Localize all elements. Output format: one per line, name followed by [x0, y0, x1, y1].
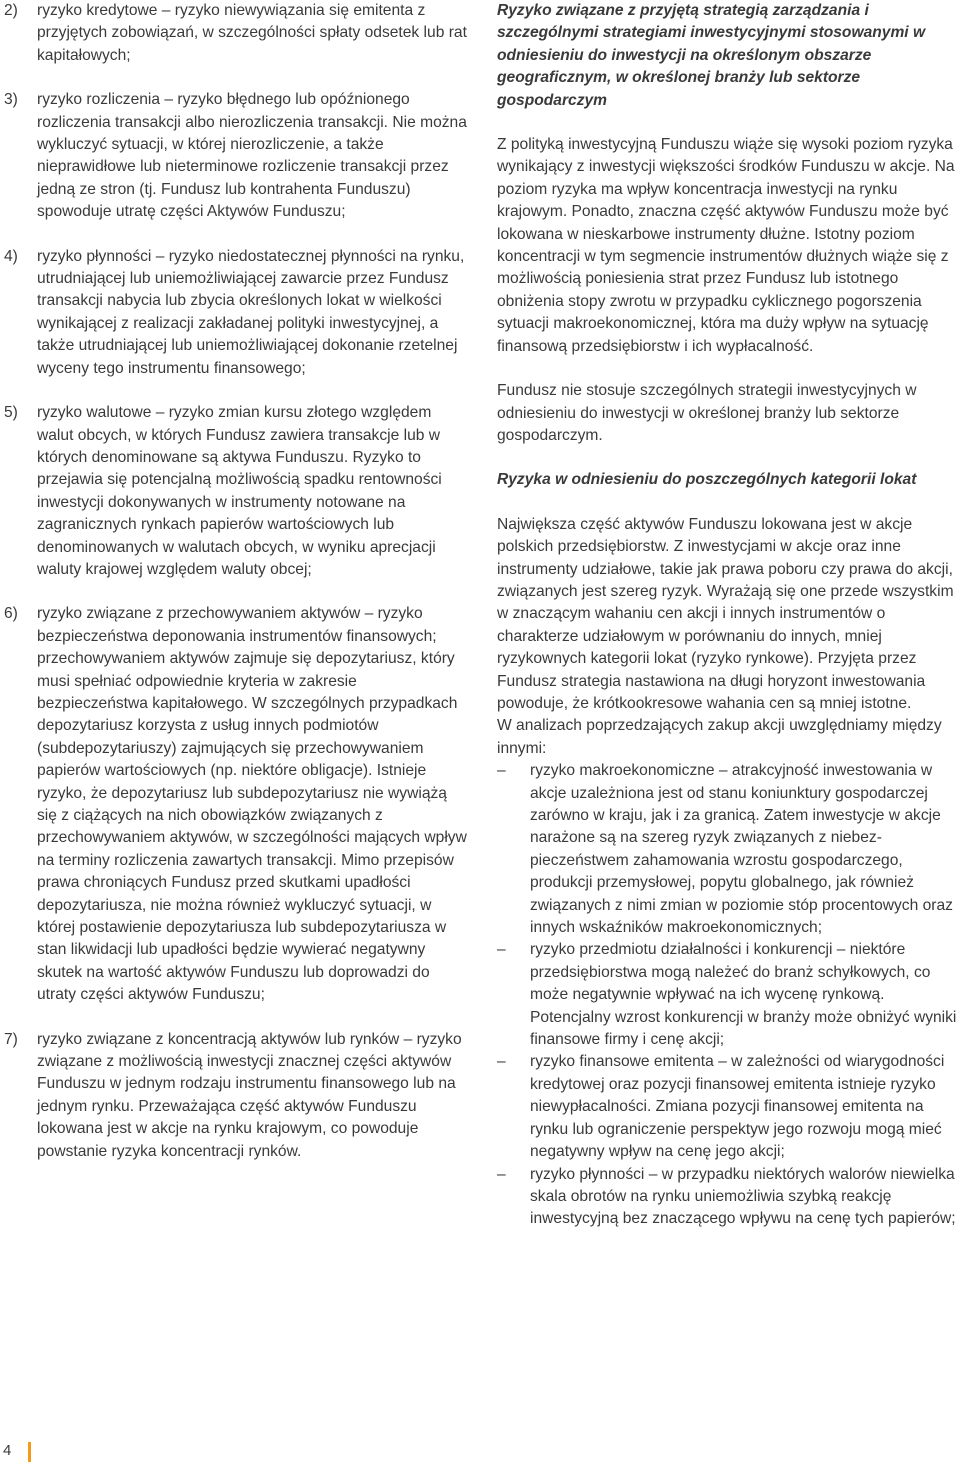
page-footer: [0, 1440, 60, 1464]
section-heading-categories: Ryzyka w odniesieniu do poszczególnych kategorii lokat: [497, 471, 917, 489]
list-item-text: ryzyko przedmiotu działalności i konkurencji – niektóre przedsiębiorstwa mogą należeć do branż schyłkowych, co może negatywnie wpływać na ich wycenę rynkową. Potencjalny wzrost konkurencji w branży może obniżyć wyniki finansowe firmy i cenę akcji;: [530, 941, 957, 1049]
list-item-text: ryzyko związane z przechowywaniem aktywów – ryzyko bezpieczeństwa deponowania instrumentów finansowych; przechowywaniem aktywów zajmuje się depozytariusz, który musi spełniać odpowiednie kryteria w zakresie bezpieczeństwa kapitałowego. W szczególnych przypadkach depozytariusz korzysta z usług innych podmiotów (subdepozytariuszy) zajmujących się przechowywaniem papierów wartościowych (np. niektóre obligacje). Istnieje ryzyko, że depozytariusz lub subdepozytariusz nie wywiążą się z ciążących na nich obowiązków związanych z przechowywaniem aktywów, w szczególności mających wpływ na terminy rozliczenia zawartych transakcji. Mimo przepisów prawa chroniących Fundusz przed skutkami upadłości depozytariusza, nie można również wykluczyć sytuacji, w której postawienie depozytariusza lub subdepozytariusza w stan likwidacji lub upadłości będzie wywierać negatywny skutek na wartość aktywów Funduszu lub doprowadzi do utraty części aktywów Funduszu;: [37, 605, 467, 1004]
list-item-text: ryzyko płynności – w przypadku niektórych walorów niewielka skala obrotów na rynku uniemożliwia szybką reakcję inwestycyjną bez znaczącego wpływu na cenę tych papierów;: [530, 1165, 956, 1228]
paragraph-no-strategy: Fundusz nie stosuje szczególnych strategii inwestycyjnych w odniesieniu do inwestycji w określonej branży lub sektorze gospodarczym.: [497, 382, 917, 444]
list-item: [4, 89, 469, 223]
page-number: 4: [3, 1442, 12, 1459]
list-item-number: 6): [4, 605, 18, 623]
accent-bar: [28, 1442, 31, 1462]
list-item: [497, 939, 960, 1051]
section-heading-strategy: Ryzyko związane z przyjętą strategią zarządzania i szczególnymi strategiami inwestycyjnymi stosowanymi w odniesieniu do inwestycji na określonym obszarze geograficznym, w określonej branży lub sektorze gospodarczym: [497, 2, 926, 109]
list-item-number: 3): [4, 91, 18, 109]
list-item-number: 2): [4, 2, 18, 19]
list-item-number: 5): [4, 404, 18, 422]
list-item-text: ryzyko związane z koncentracją aktywów lub rynków – ryzyko związane z możliwością inwestycji znacznej części aktywów Funduszu w jednym rodzaju instrumentu finansowego lub na jednym rynku. Przeważająca część aktywów Funduszu lokowana jest w akcje na rynku krajowym, co powoduje powstanie ryzyka koncentracji rynków.: [37, 1030, 462, 1160]
dash-bullet: –: [497, 941, 506, 959]
list-item: [4, 402, 469, 581]
paragraph-policy: Z polityką inwestycyjną Funduszu wiąże się wysoki poziom ryzyka wynikający z inwestycji większości środków Funduszu w akcje. Na poziom ryzyka ma wpływ koncentracja inwestycji na rynku krajowym. Ponadto, znaczna część aktywów Funduszu może być lokowana w nieskarbowe instrumenty dłużne. Istotny poziom koncentracji w tym segmencie instrumentów dłużnych wiąże się z możliwością poniesienia strat przez Fundusz lub istotnego obniżenia stopy zwrotu w przypadku cyklicznego pogorszenia sytuacji makroekonomicznej, która ma duży wpływ na sytuację finansową przedsiębiorstw i ich wypłacalność.: [497, 136, 955, 355]
dash-bullet: –: [497, 762, 506, 780]
dash-bullet: –: [497, 1165, 506, 1183]
list-item-number: 4): [4, 247, 18, 265]
list-item: [497, 1051, 960, 1163]
dash-bullet: –: [497, 1053, 506, 1071]
list-item: [497, 760, 960, 939]
list-item-text: ryzyko rozliczenia – ryzyko błędnego lub opóźnionego rozliczenia transakcji albo nierozliczenia transakcji. Nie można wykluczyć sytuacji, w której nierozliczenie, a także nieprawidłowe lub nieterminowe rozliczenie transakcji przez jedną ze stron (tj. Fundusz lub kontrahenta Funduszu) spowoduje utratę części Aktywów Funduszu;: [37, 91, 467, 221]
risk-list: [4, 0, 469, 1163]
list-item: [4, 246, 469, 380]
list-item-text: ryzyko kredytowe – ryzyko niewywiązania się emitenta z przyjętych zobowiązań, w szczególności spłaty odsetek lub rat kapitałowych;: [37, 2, 467, 64]
list-item: [4, 603, 469, 1006]
list-item-number: 7): [4, 1030, 18, 1048]
list-item-text: ryzyko makroekonomiczne – atrakcyjność inwestowania w akcje uzależniona jest od stanu koniunktury gospodarczej zarówno w kraju, jak i za granicą. Zatem inwestycje w akcje narażone są na szereg ryzyk związanych z niebez-pieczeństwem zahamowania wzrostu gospodarczego, produkcji przemysłowej, popytu globalnego, jak również związanych z nimi zmian w poziomie stóp procentowych oraz innych wskaźników makroekonomicznych;: [530, 762, 953, 937]
list-item-text: ryzyko płynności – ryzyko niedostatecznej płynności na rynku, utrudniającej lub uniemożliwiającej zawarcie przez Fundusz transakcji nabycia lub zbycia określonych lokat w wielkości wynikającej z realizacji zakładanej polityki inwestycyjnej, a także utrudniającej lub uniemożliwiającej dokonanie rzetelnej wyceny tego instrumentu finansowego;: [37, 247, 465, 377]
list-item-text: ryzyko walutowe – ryzyko zmian kursu złotego względem walut obcych, w których Fundusz zawiera transakcje lub w których denominowane są aktywa Funduszu. Ryzyko to przejawia się potencjalną możliwością spadku rentowności inwestycji dokonywanych w instrumenty notowane na zagranicznych rynkach papierów wartościowych lub denominowanych w walutach obcych, w wyniku aprecjacji waluty krajowej względem waluty obcej;: [37, 404, 442, 578]
left-column: [4, 0, 469, 1185]
paragraph-analysis: W analizach poprzedzających zakup akcji uwzględniamy między innymi:: [497, 717, 942, 757]
list-item-text: ryzyko finansowe emitenta – w zależności od wiarygodności kredytowej oraz pozycji finansowej emitenta istnieje ryzyko niewypłacalności. Zmiana pozycji finansowej emitenta na rynku lub ograniczenie perspektyw jego rozwoju mogą mieć negatywny wpływ na cenę jego akcji;: [530, 1053, 945, 1161]
list-item: [497, 1164, 960, 1231]
list-item: [4, 0, 469, 67]
paragraph-equities: Największa część aktywów Funduszu lokowana jest w akcje polskich przedsiębiorstw. Z inwestycjami w akcje oraz inne instrumenty udziałowe, takie jak prawa poboru czy prawa do akcji, związanych jest szereg ryzyk. Wyrażają się one przede wszystkim w znaczącym wahaniu cen akcji i innych instrumentów o charakterze udziałowym w porównaniu do innych, mniej ryzykownych kategorii lokat (ryzyko rynkowe). Przyjęta przez Fundusz strategia nastawiona na długi horyzont inwestowania powoduje, że krótkookresowe wahania cen są mniej istotne.: [497, 515, 954, 712]
right-column: [497, 0, 960, 1231]
analysis-dash-list: [497, 760, 960, 1231]
list-item: [4, 1029, 469, 1163]
